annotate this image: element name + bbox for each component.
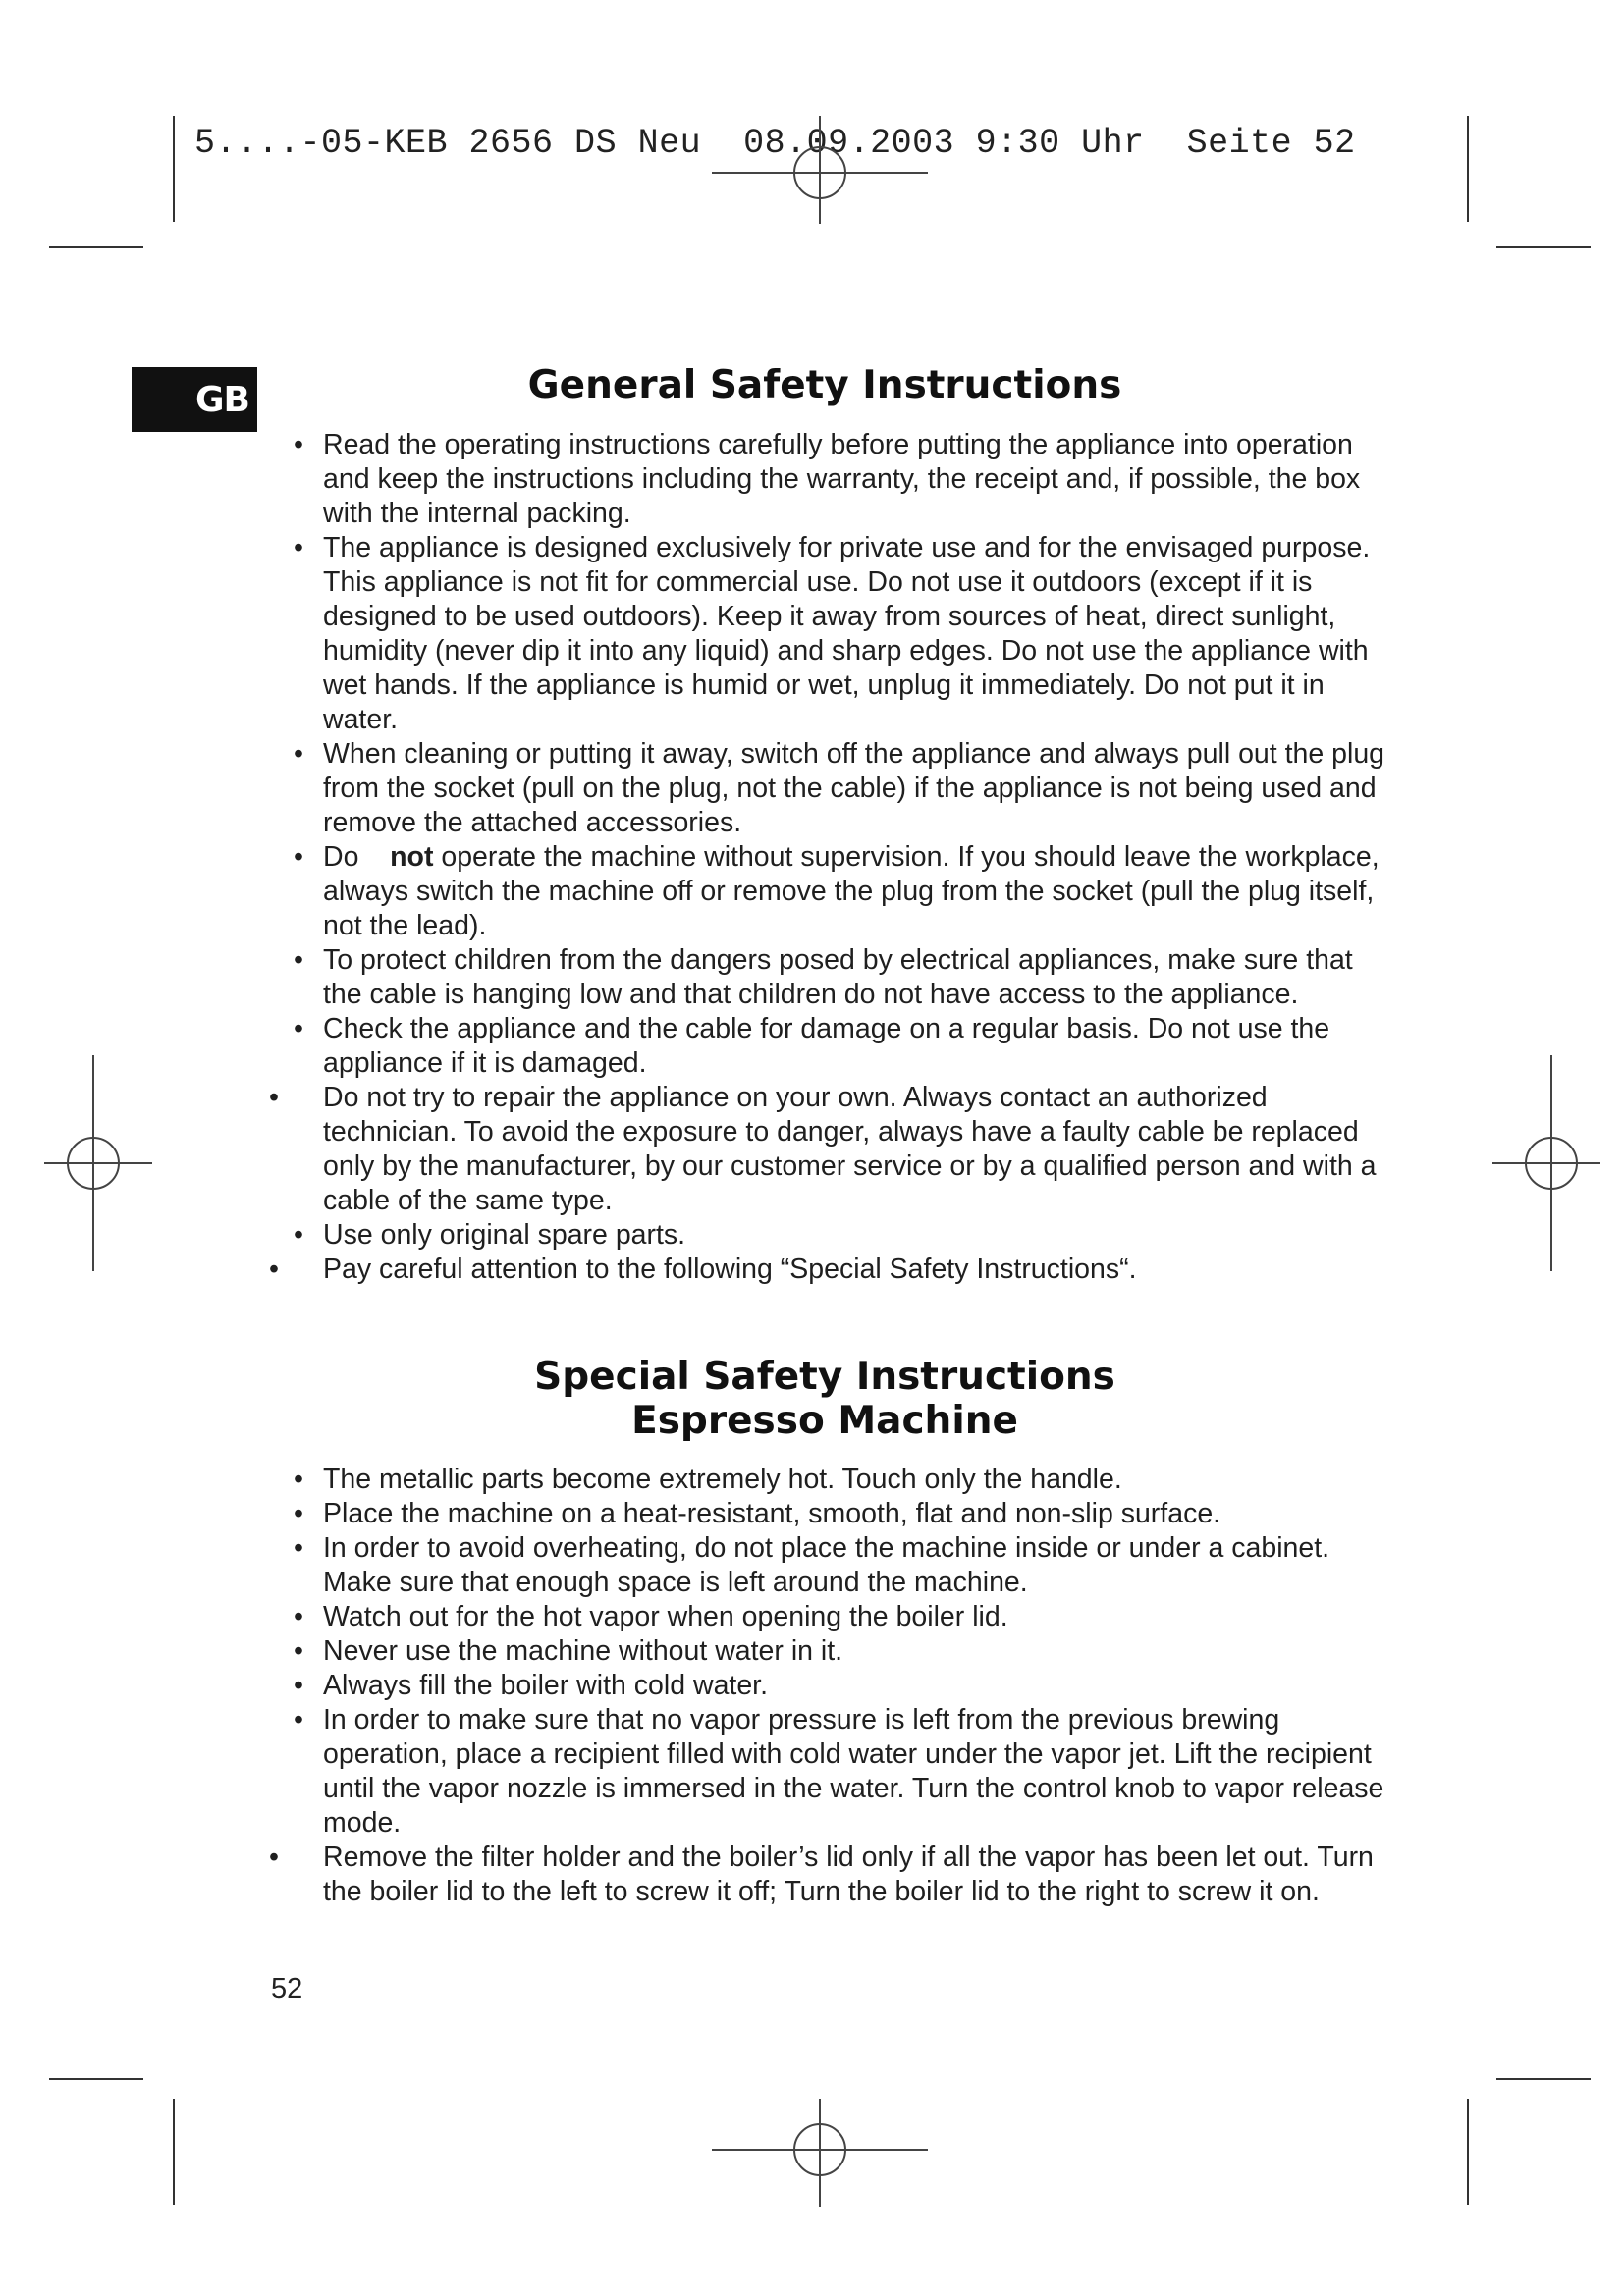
crop-mark [49,2078,143,2080]
list-item: • The appliance is designed exclusively for private use and for the envisaged purpose. This appliance is not fit for commercial use. Do not use it outdoors (except if it is designed to be used outdoors). Keep it away from sources of heat, direct sunlight, humidity (never dip it into any liquid) and sharp edges. Do not use the appliance with wet hands. If the appliance is humid or wet, unplug it immediately. Do not put it in water. [294,532,1371,735]
special-safety-title-line2: Espresso Machine [631,1399,1018,1443]
crop-mark [173,116,175,222]
print-header-slug: 5....-05-KEB 2656 DS Neu 08.09.2003 9:30 Uhr Seite 52 [194,124,1356,163]
list-item: • Remove the filter holder and the boiler’s lid only if all the vapor has been let out. Turn the boiler lid to the left to screw it off; Turn the boiler lid to the right to screw it on. [269,1842,1374,1907]
registration-mark-icon [712,116,928,224]
registration-mark-icon [44,1055,152,1271]
language-tab: GB [132,367,257,432]
special-safety-title-line1: Special Safety Instructions [534,1355,1115,1399]
crop-mark [1496,246,1591,248]
list-item: • Do not try to repair the appliance on your own. Always contact an authorized technician. To avoid the exposure to danger, always have a faulty cable be replaced only by the manufacturer, by our customer service or by a qualified person and with a cable of the same type. [269,1082,1377,1216]
registration-mark-icon [1492,1055,1600,1271]
crop-mark [173,2099,175,2205]
list-item: • Do not operate the machine without supervision. If you should leave the workplace, always switch the machine off or remove the plug from the socket (pull the plug itself, not the lead). [294,841,1380,941]
general-safety-list [269,428,1388,1287]
crop-mark [49,246,143,248]
crop-mark [1467,116,1469,222]
list-item: • Watch out for the hot vapor when opening the boiler lid. [294,1601,1008,1632]
list-item: • Pay careful attention to the following “Special Safety Instructions“. [269,1254,1137,1285]
list-item: • Place the machine on a heat-resistant, smooth, flat and non-slip surface. [294,1498,1221,1529]
crop-mark [1496,2078,1591,2080]
list-item: • When cleaning or putting it away, switch off the appliance and always pull out the plug from the socket (pull on the plug, not the cable) if the appliance is not being used and remove the attached accessories. [294,738,1385,838]
list-item: • In order to avoid overheating, do not place the machine inside or under a cabinet. Make sure that enough space is left around the machine. [294,1532,1330,1598]
list-item: • Never use the machine without water in it. [294,1635,843,1667]
list-item: • Always fill the boiler with cold water. [294,1670,769,1701]
list-item: • To protect children from the dangers posed by electrical appliances, make sure that the cable is hanging low and that children do not have access to the appliance. [294,944,1353,1010]
list-item: • Check the appliance and the cable for damage on a regular basis. Do not use the appliance if it is damaged. [294,1013,1330,1079]
list-item: • Read the operating instructions carefully before putting the appliance into operation and keep the instructions including the warranty, the receipt and, if possible, the box with the internal packing. [294,429,1361,529]
list-item: • In order to make sure that no vapor pressure is left from the previous brewing operation, place a recipient filled with cold water under the vapor jet. Lift the recipient until the vapor nozzle is immersed in the water. Turn the control knob to vapor release mode. [294,1704,1384,1839]
special-safety-title [295,1355,1355,1443]
list-item: • The metallic parts become extremely hot. Touch only the handle. [294,1464,1122,1495]
special-safety-list [269,1463,1388,1909]
page-number: 52 [271,1973,303,2004]
crop-mark [1467,2099,1469,2205]
registration-mark-icon [712,2099,928,2207]
list-item: • Use only original spare parts. [294,1219,686,1251]
general-safety-title: General Safety Instructions [527,363,1122,407]
